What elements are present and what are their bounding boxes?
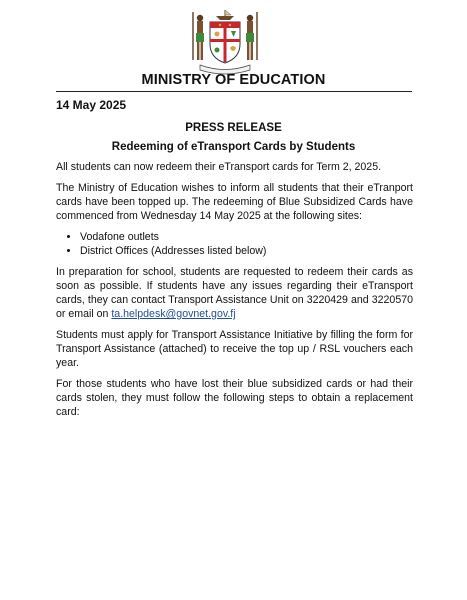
paragraph-contact xyxy=(56,265,413,321)
fiji-coat-of-arms-icon xyxy=(186,8,264,76)
paragraph-topped-up: The Ministry of Education wishes to inform all students that their eTranport cards have been topped up. The redeeming of Blue Subsidized Cards have commenced from Wednesday 14 May 2025 at the following sites: xyxy=(56,182,413,222)
paragraph-apply: Students must apply for Transport Assistance Initiative by filling the form for Transport Assistance (attached) to receive the top up / RSL vouchers each year. xyxy=(56,329,413,369)
list-item: • Vodafone outlets xyxy=(80,230,413,244)
redemption-sites-list xyxy=(56,230,413,258)
press-release-label: PRESS RELEASE xyxy=(185,122,282,134)
contact-text: In preparation for school, students are requested to redeem their cards as soon as possible. If students have any issues regarding their eTransport cards, they can contact Transport Assistance Unit on 3220429 and 3220570 or email on xyxy=(56,266,413,320)
press-release-body xyxy=(56,160,413,426)
list-item: • District Offices (Addresses listed below) xyxy=(80,244,413,258)
release-date: 14 May 2025 xyxy=(56,98,127,112)
ministry-heading: MINISTRY OF EDUCATION xyxy=(141,72,326,88)
paragraph-intro: All students can now redeem their eTransport cards for Term 2, 2025. xyxy=(56,161,382,173)
paragraph-lost-cards: For those students who have lost their blue subsidized cards or had their cards stolen, they must follow the following steps to obtain a replacement card: xyxy=(56,378,413,418)
helpdesk-email-link[interactable]: ta.helpdesk@govnet.gov.fj xyxy=(111,308,236,320)
heading-divider xyxy=(56,91,412,92)
press-release-title: Redeeming of eTransport Cards by Students xyxy=(111,141,356,153)
